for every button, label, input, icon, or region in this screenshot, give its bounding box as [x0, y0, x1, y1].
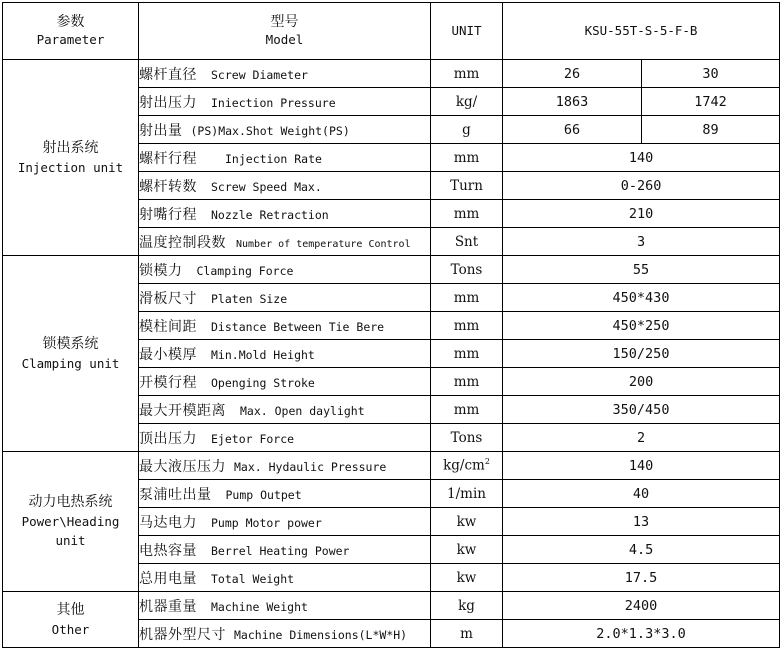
- param-en: Openging Stroke: [211, 375, 315, 390]
- param-cn: 顶出压力: [139, 430, 197, 447]
- section-name-en: Injection unit: [17, 159, 124, 175]
- param-cn: 最大液压压力: [139, 458, 226, 475]
- param-en: Total Weight: [211, 571, 295, 586]
- param-en: Machine Weight: [211, 599, 308, 614]
- param-name: [139, 564, 431, 592]
- param-name: [139, 368, 431, 396]
- table-row: [3, 60, 780, 88]
- param-en: Distance Between Tie Bere: [211, 319, 385, 334]
- param-en: Screw Speed Max.: [211, 179, 322, 194]
- param-unit: kw: [431, 508, 503, 536]
- param-value: 350/450: [503, 396, 780, 424]
- param-en: Screw Diameter: [211, 67, 308, 82]
- param-name: [139, 88, 431, 116]
- param-unit: kw: [431, 564, 503, 592]
- param-unit: m: [431, 620, 503, 648]
- param-en: Max. Hydaulic Pressure: [234, 459, 387, 474]
- model-header-en: Model: [265, 32, 304, 47]
- param-unit: Turn: [431, 172, 503, 200]
- param-value: 40: [503, 480, 780, 508]
- param-value: 2: [503, 424, 780, 452]
- param-value: 2400: [503, 592, 780, 620]
- section-name-en: Clamping unit: [21, 355, 120, 371]
- param-en: Max. Open daylight: [240, 403, 365, 418]
- param-cn: 螺杆转数: [139, 178, 197, 195]
- model-header-cn: 型号: [270, 14, 299, 30]
- param-value: 13: [503, 508, 780, 536]
- param-unit: mm: [431, 368, 503, 396]
- param-cn: 螺杆直径: [139, 66, 197, 83]
- param-cn: 锁模力: [139, 262, 183, 279]
- param-unit-text: kg/cm: [443, 457, 485, 474]
- param-name: [139, 508, 431, 536]
- param-en: Berrel Heating Power: [211, 543, 350, 558]
- section-name-cn: 射出系统: [42, 139, 99, 156]
- param-value: 450*430: [503, 284, 780, 312]
- param-unit: mm: [431, 312, 503, 340]
- parameter-header-cn: 参数: [56, 14, 85, 30]
- param-value: 0-260: [503, 172, 780, 200]
- section-name-cn: 其他: [56, 601, 85, 618]
- param-value: 140: [503, 144, 780, 172]
- param-cn: 机器外型尺寸: [139, 626, 226, 643]
- section-name-cn: 锁模系统: [42, 335, 99, 352]
- param-unit: mm: [431, 284, 503, 312]
- section-power: [3, 452, 139, 592]
- param-unit: mm: [431, 340, 503, 368]
- param-cn: 机器重量: [139, 598, 197, 615]
- param-value-2: 1742: [642, 88, 780, 116]
- section-clamping: [3, 256, 139, 452]
- param-cn: 模柱间距: [139, 318, 197, 335]
- model-name-label: KSU-55T-S-5-F-B: [584, 23, 698, 38]
- param-name: [139, 60, 431, 88]
- param-value-1: 26: [503, 60, 642, 88]
- param-en: Machine Dimensions(L*W*H): [234, 627, 408, 642]
- param-unit-sup: 2: [484, 457, 490, 467]
- param-value-2: 89: [642, 116, 780, 144]
- table-row: [3, 452, 780, 480]
- param-unit: Tons: [431, 424, 503, 452]
- section-name-en: Other: [51, 621, 90, 637]
- model-name-header: [503, 3, 780, 60]
- param-name: [139, 452, 431, 480]
- param-name: [139, 620, 431, 648]
- param-cn: 最大开模距离: [139, 402, 226, 419]
- param-name: [139, 144, 431, 172]
- section-other: [3, 592, 139, 648]
- param-cn: 滑板尺寸: [139, 290, 197, 307]
- param-cn: 射出压力: [139, 94, 197, 111]
- param-name: [139, 284, 431, 312]
- param-value: 210: [503, 200, 780, 228]
- header-row: [3, 3, 780, 60]
- param-en: Min.Mold Height: [211, 347, 315, 362]
- param-value: 450*250: [503, 312, 780, 340]
- param-cn: 开模行程: [139, 374, 197, 391]
- param-value: 200: [503, 368, 780, 396]
- param-en: Iniection Pressure: [211, 95, 336, 110]
- param-unit: Snt: [431, 228, 503, 256]
- parameter-header: [3, 3, 139, 60]
- param-en: Pump Outpet: [225, 487, 302, 502]
- param-name: [139, 340, 431, 368]
- param-name: [139, 116, 431, 144]
- param-cn: 温度控制段数: [139, 234, 226, 251]
- model-header: [139, 3, 431, 60]
- param-value-1: 1863: [503, 88, 642, 116]
- param-unit: mm: [431, 144, 503, 172]
- param-name: [139, 172, 431, 200]
- param-name: [139, 480, 431, 508]
- param-cn: 马达电力: [139, 514, 197, 531]
- param-en: Nozzle Retraction: [211, 207, 329, 222]
- param-value: 3: [503, 228, 780, 256]
- param-name: [139, 396, 431, 424]
- param-en: Number of temperature Control: [236, 238, 411, 250]
- param-cn: 射出量: [139, 122, 183, 139]
- param-name: [139, 312, 431, 340]
- param-unit: kg: [431, 592, 503, 620]
- param-value: 4.5: [503, 536, 780, 564]
- param-unit: 1/min: [431, 480, 503, 508]
- param-en: Platen Size: [211, 291, 288, 306]
- param-name: [139, 424, 431, 452]
- param-value: 2.0*1.3*3.0: [503, 620, 780, 648]
- unit-header: [431, 3, 503, 60]
- unit-header-label: UNIT: [451, 23, 482, 38]
- table-row: [3, 256, 780, 284]
- param-value-2: 30: [642, 60, 780, 88]
- section-name-en-2: unit: [55, 533, 86, 548]
- param-cn: 最小模厚: [139, 346, 197, 363]
- param-unit: [431, 452, 503, 480]
- param-unit: mm: [431, 396, 503, 424]
- param-en: Pump Motor power: [211, 515, 322, 530]
- param-value: 17.5: [503, 564, 780, 592]
- param-name: [139, 200, 431, 228]
- param-en: (PS)Max.Shot Weight(PS): [190, 123, 350, 138]
- section-injection: [3, 60, 139, 256]
- param-en: Clamping Force: [196, 263, 294, 278]
- parameter-header-en: Parameter: [36, 32, 105, 47]
- param-value: 150/250: [503, 340, 780, 368]
- spec-table: [2, 2, 780, 648]
- param-value: 140: [503, 452, 780, 480]
- param-name: [139, 536, 431, 564]
- param-name: [139, 228, 431, 256]
- param-unit: g: [431, 116, 503, 144]
- param-cn: 电热容量: [139, 542, 197, 559]
- param-unit: Tons: [431, 256, 503, 284]
- param-cn: 射嘴行程: [139, 206, 197, 223]
- param-cn: 泵浦吐出量: [139, 486, 212, 503]
- param-cn: 螺杆行程: [139, 150, 197, 167]
- param-value: 55: [503, 256, 780, 284]
- param-unit: mm: [431, 60, 503, 88]
- section-name-cn: 动力电热系统: [28, 494, 113, 510]
- table-row: [3, 592, 780, 620]
- param-en: Injection Rate: [225, 151, 322, 166]
- section-name-en: Power\Heading: [21, 514, 120, 529]
- param-cn: 总用电量: [139, 570, 197, 587]
- param-name: [139, 592, 431, 620]
- param-en: Ejetor Force: [211, 431, 295, 446]
- param-unit: kg/: [431, 88, 503, 116]
- param-unit: mm: [431, 200, 503, 228]
- param-value-1: 66: [503, 116, 642, 144]
- param-name: [139, 256, 431, 284]
- param-unit: kw: [431, 536, 503, 564]
